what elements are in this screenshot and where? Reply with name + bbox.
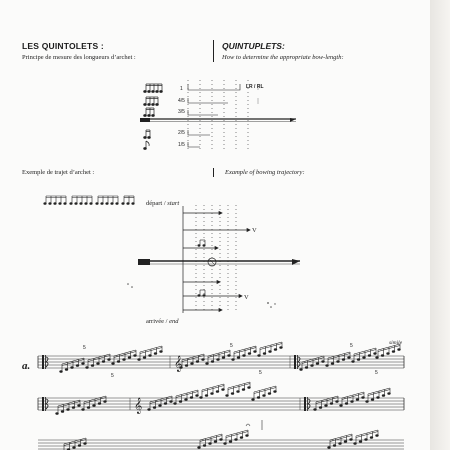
staff-3: [38, 440, 404, 449]
stray-mark-2: [246, 420, 262, 430]
fraction-4-5: 4/5: [178, 98, 185, 104]
svg-text:𝄞: 𝄞: [174, 356, 183, 372]
figure-label-a: a.: [22, 360, 31, 372]
fraction-1-5: 1/5: [178, 142, 185, 148]
fraction-3-5: 3/5: [178, 109, 185, 115]
end-label: arrivée / end: [146, 318, 179, 325]
example-label-fr: Exemple de trajet d’archet :: [22, 169, 95, 176]
section-subtitle-fr: Principe de mesure des longueurs d’archet :: [22, 54, 136, 61]
page-edge: [430, 0, 450, 450]
fraction-1: 1: [180, 86, 183, 92]
tuplet-mark-6: 5: [375, 370, 378, 376]
section-title-fr: LES QUINTOLETS :: [22, 41, 104, 51]
fraction-2-5: 2/5: [178, 130, 185, 136]
simile-mark: simile: [389, 340, 403, 346]
svg-text:𝄞: 𝄞: [134, 398, 143, 414]
start-label-en: start: [167, 200, 180, 207]
tuplet-mark-3: 5: [230, 343, 233, 349]
section-subtitle-en: How to determine the appropriate bow-length:: [222, 54, 344, 61]
example-label-en: Example of bowing trajectory:: [225, 169, 305, 176]
tuplet-mark-2: 5: [111, 373, 114, 379]
tuplet-mark-4: 5: [259, 370, 262, 376]
upbow-marker-1: V: [252, 227, 257, 234]
section-title-en: QUINTUPLETS:: [222, 41, 285, 51]
end-label-en: end: [169, 318, 179, 325]
start-label: départ / start: [146, 200, 180, 207]
upbow-marker-2: V: [244, 294, 249, 301]
tuplet-mark-1: 5: [83, 345, 86, 351]
tuplet-mark-5: 5: [350, 343, 353, 349]
end-label-lr-rl: LR / RL: [246, 84, 264, 90]
